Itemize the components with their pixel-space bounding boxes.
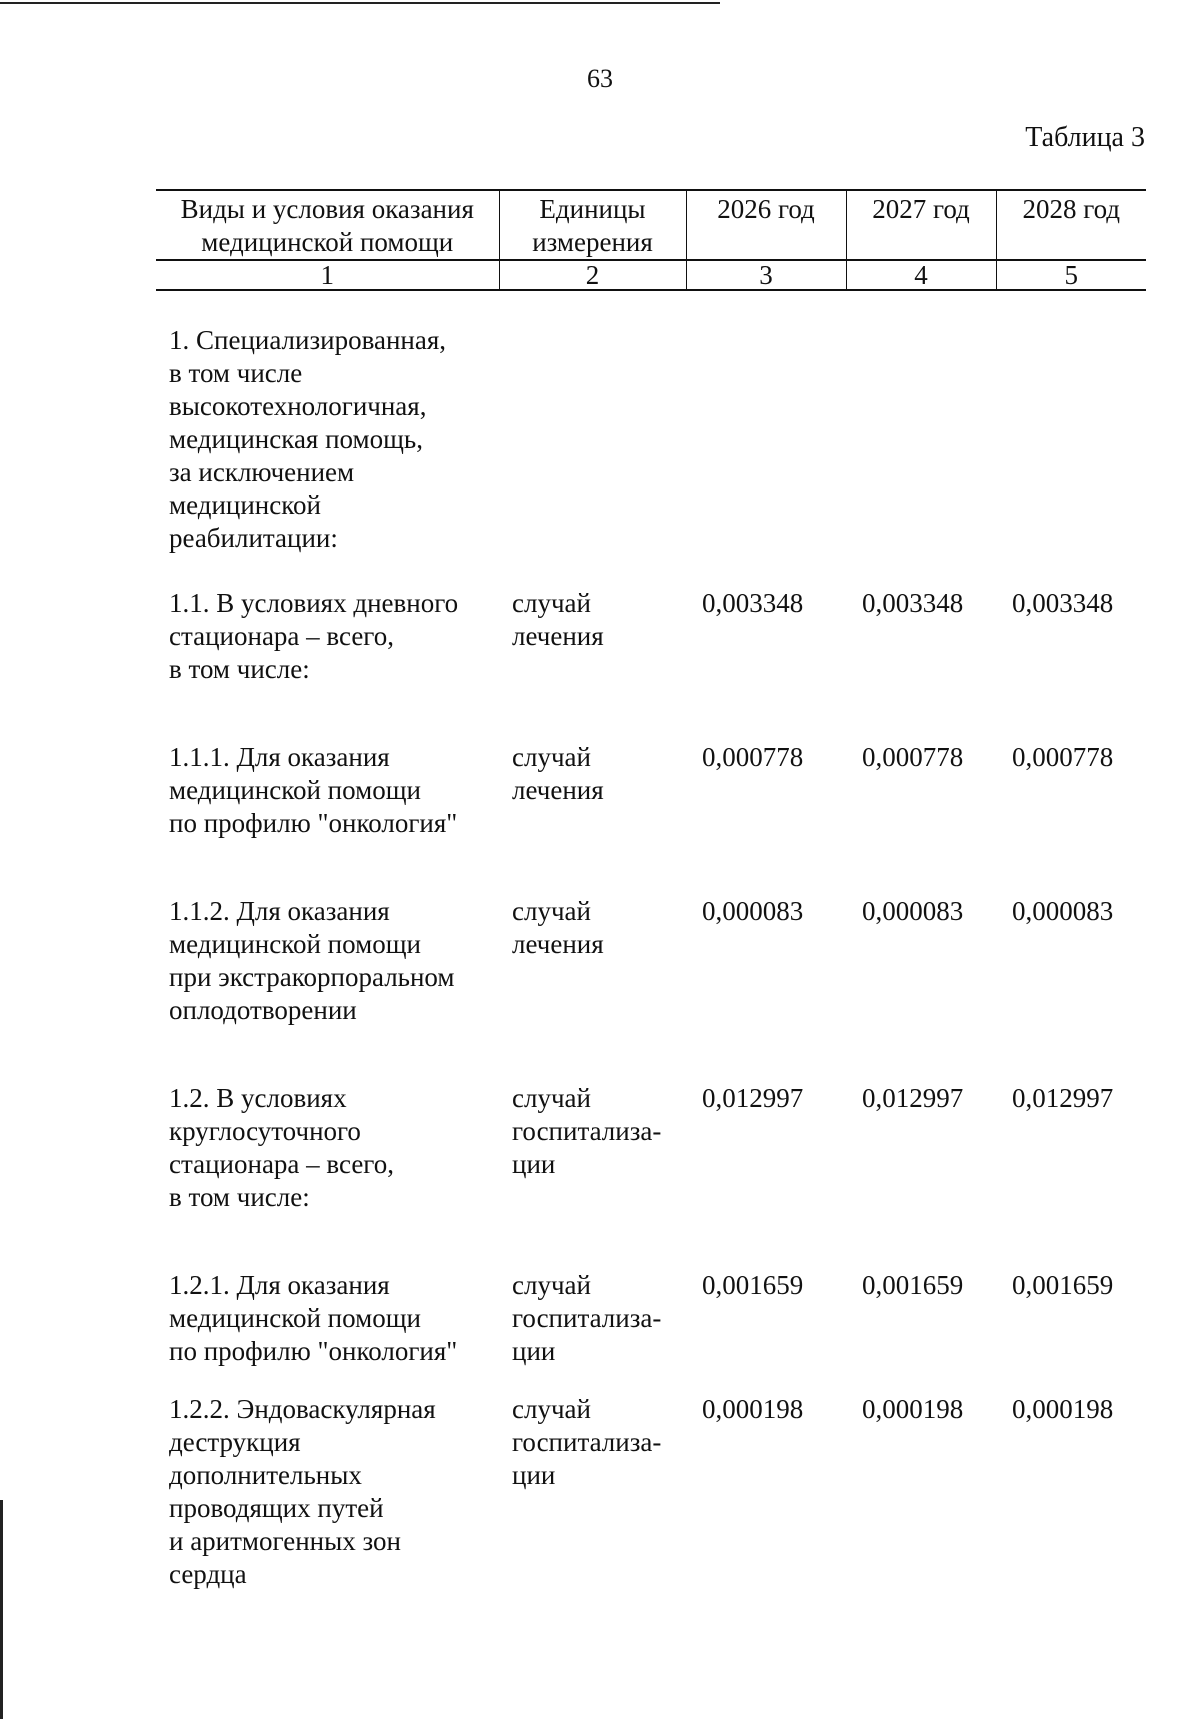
table-row	[156, 895, 1146, 1082]
value-2028: 0,000778	[1012, 742, 1114, 772]
column-number-row	[156, 260, 1146, 290]
table-row	[156, 1269, 1146, 1393]
column-number: 2	[499, 260, 686, 290]
table-row	[156, 587, 1146, 741]
row-name: 1.2.1. Для оказания медицинской помощи по профилю "онкология"	[169, 1270, 458, 1366]
row-unit: случай госпитализа- ции	[512, 1083, 662, 1179]
section-title: 1. Специализированная, в том числе высокотехнологичная, медицинская помощь, за исключением медицинской реабилитации:	[169, 325, 447, 553]
row-name: 1.1.2. Для оказания медицинской помощи при экстракорпоральном оплодотворении	[169, 896, 455, 1025]
header-2028: 2028 год	[996, 190, 1146, 260]
header-row	[156, 190, 1146, 260]
header-type-of-care: Виды и условия оказания медицинской помощи	[156, 190, 499, 260]
header-2027: 2027 год	[846, 190, 996, 260]
value-2026: 0,001659	[702, 1270, 804, 1300]
row-unit: случай лечения	[512, 742, 604, 805]
norms-table	[156, 189, 1146, 1591]
row-name: 1.1. В условиях дневного стационара – всего, в том числе:	[169, 588, 459, 684]
table-row	[156, 741, 1146, 895]
value-2027: 0,000198	[862, 1394, 964, 1424]
page-number: 63	[587, 64, 613, 93]
column-number: 4	[846, 260, 996, 290]
row-name: 1.2. В условиях круглосуточного стационара – всего, в том числе:	[169, 1083, 394, 1212]
value-2026: 0,000083	[702, 896, 804, 926]
row-unit: случай госпитализа- ции	[512, 1394, 662, 1490]
value-2027: 0,003348	[862, 588, 964, 618]
value-2026: 0,000198	[702, 1394, 804, 1424]
scan-edge-top	[0, 2, 720, 4]
header-2026: 2026 год	[686, 190, 846, 260]
table-caption: Таблица 3	[1025, 122, 1145, 153]
table-row	[156, 1082, 1146, 1269]
column-number: 3	[686, 260, 846, 290]
row-unit: случай лечения	[512, 896, 604, 959]
row-name: 1.1.1. Для оказания медицинской помощи по профилю "онкология"	[169, 742, 458, 838]
scan-edge-left	[0, 1500, 3, 1719]
value-2028: 0,003348	[1012, 588, 1114, 618]
column-number: 1	[156, 260, 499, 290]
header-units: Единицы измерения	[499, 190, 686, 260]
value-2026: 0,000778	[702, 742, 804, 772]
value-2027: 0,000778	[862, 742, 964, 772]
value-2028: 0,001659	[1012, 1270, 1114, 1300]
value-2027: 0,012997	[862, 1083, 964, 1113]
column-number: 5	[996, 260, 1146, 290]
row-name: 1.2.2. Эндоваскулярная деструкция дополнительных проводящих путей и аритмогенных зон сердца	[169, 1394, 436, 1589]
value-2027: 0,000083	[862, 896, 964, 926]
row-unit: случай лечения	[512, 588, 604, 651]
value-2028: 0,000083	[1012, 896, 1114, 926]
section-title-row	[156, 290, 1146, 587]
value-2028: 0,012997	[1012, 1083, 1114, 1113]
value-2026: 0,012997	[702, 1083, 804, 1113]
table-row	[156, 1393, 1146, 1591]
value-2028: 0,000198	[1012, 1394, 1114, 1424]
value-2026: 0,003348	[702, 588, 804, 618]
row-unit: случай госпитализа- ции	[512, 1270, 662, 1366]
value-2027: 0,001659	[862, 1270, 964, 1300]
